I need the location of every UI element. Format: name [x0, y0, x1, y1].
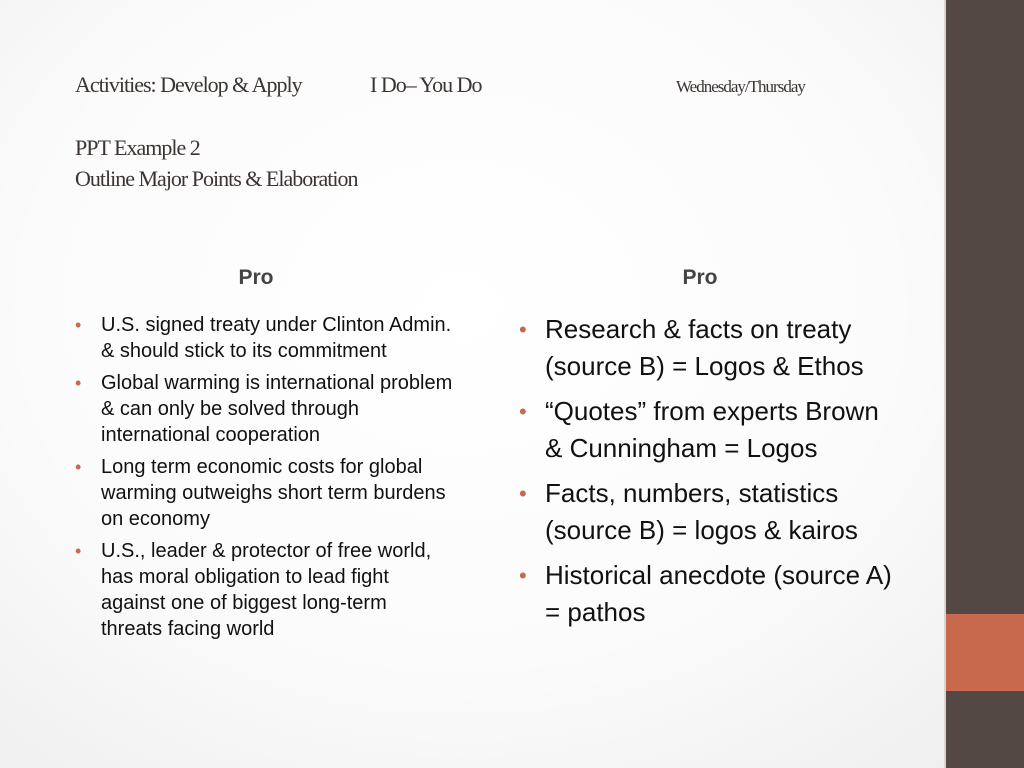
bullet-icon: • — [519, 399, 527, 424]
list-item-text: Historical anecdote (source A) = pathos — [545, 560, 892, 627]
list-item — [75, 312, 453, 364]
title-i-do-you-do: I Do– You Do — [370, 72, 482, 97]
title-ppt-example: PPT Example 2 — [75, 135, 200, 160]
bullet-icon: • — [75, 457, 82, 477]
list-item — [519, 393, 899, 467]
list-item-text: Research & facts on treaty (source B) = Logos & Ethos — [545, 314, 864, 381]
bullet-icon: • — [75, 373, 82, 393]
right-column-heading: Pro — [682, 266, 718, 289]
bullet-icon: • — [519, 481, 527, 506]
title-activities: Activities: Develop & Apply — [75, 72, 302, 97]
list-item-text: Global warming is international problem & can only be solved through international cooperation — [101, 372, 453, 446]
sidebar-accent-block — [946, 614, 1024, 691]
list-item-text: “Quotes” from experts Brown & Cunningham = Logos — [545, 396, 879, 463]
list-item — [75, 454, 453, 532]
left-column-heading: Pro — [238, 266, 274, 289]
bullet-icon: • — [75, 315, 82, 335]
title-line-1 — [75, 72, 915, 104]
bullet-icon: • — [75, 541, 82, 561]
list-item — [519, 557, 899, 631]
list-item-text: Facts, numbers, statistics (source B) = logos & kairos — [545, 478, 858, 545]
list-item — [75, 370, 453, 448]
title-day: Wednesday/Thursday — [676, 77, 805, 96]
list-item — [519, 475, 899, 549]
list-item — [519, 311, 899, 385]
list-item-text: U.S., leader & protector of free world, has moral obligation to lead fight against one of biggest long-term threats facing world — [101, 540, 432, 640]
list-item-text: Long term economic costs for global warming outweighs short term burdens on economy — [101, 456, 446, 530]
title-subtitle — [75, 132, 915, 194]
list-item — [75, 538, 453, 642]
bullet-icon: • — [519, 317, 527, 342]
list-item-text: U.S. signed treaty under Clinton Admin. & should stick to its commitment — [101, 314, 452, 362]
slide-title — [75, 72, 915, 194]
title-outline: Outline Major Points & Elaboration — [75, 166, 358, 191]
left-bullet-list — [75, 312, 453, 648]
right-bullet-list — [519, 311, 899, 639]
bullet-icon: • — [519, 563, 527, 588]
